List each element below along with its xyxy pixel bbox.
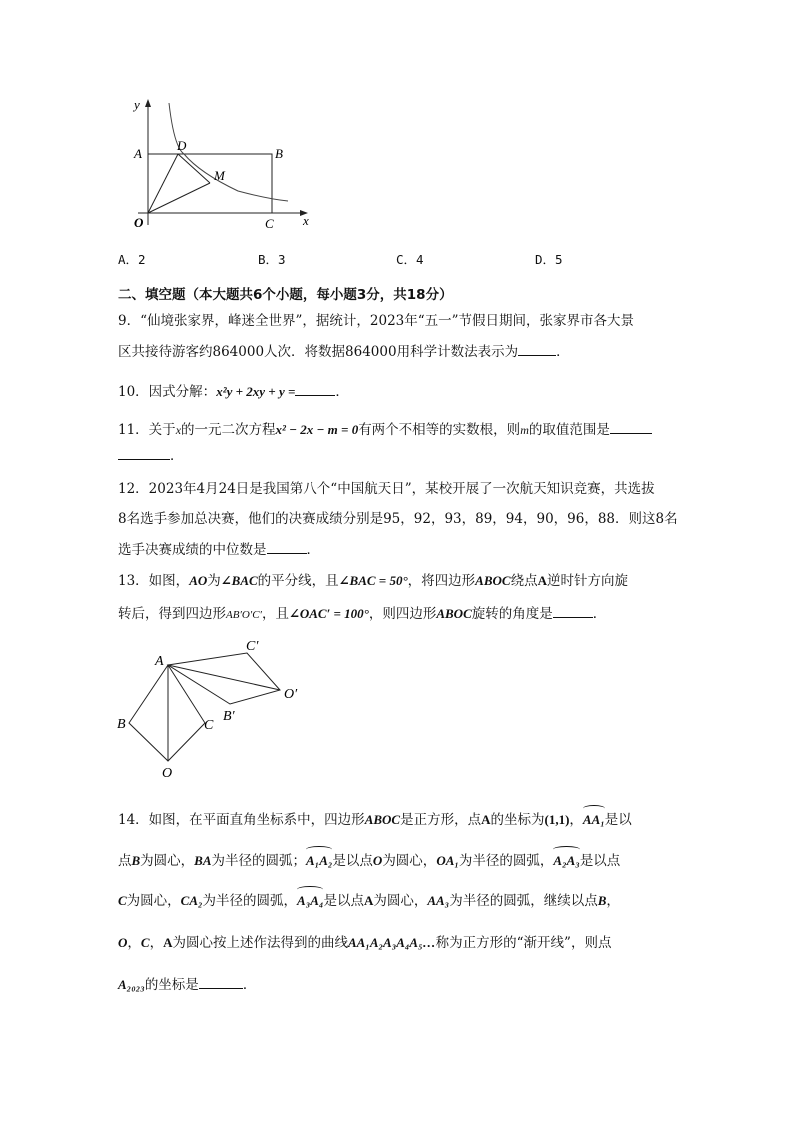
q11-line1 [118,419,678,440]
q11-answer-blank-2[interactable] [118,445,170,460]
label-a: A [134,146,142,161]
q13-quad-rotated: AB′O′C′ [226,609,262,621]
q9-line2 [118,341,678,362]
q14-end: ． [242,977,257,993]
q14-l2g: 是以点 [579,853,621,869]
q13-bisector: 的平分线，且 [257,573,339,589]
q14-l1d: 是以 [604,812,632,828]
q14-l3e: 为半径的圆弧，继续以点 [449,893,598,909]
label-x: x [303,213,309,228]
q14-l1a: 14．如图，在平面直角坐标系中，四边形 [118,812,365,828]
q11-var-m: m [520,423,529,437]
q14-ca2: CA₂ [180,893,203,908]
q13-is: 为 [207,573,221,589]
q14-l3c: 是以点 [323,893,364,909]
q14-comma: ， [569,812,583,828]
label-c1: C′ [246,639,259,654]
q12-end: ． [306,542,320,558]
segment-om [148,183,210,213]
q11-answer-blank-1[interactable] [610,419,652,434]
q14-line4 [118,933,678,953]
section-heading: 二、填空题（本大题共6个小题，每小题3分，共18分） [118,287,453,303]
q11-pre: 11．关于 [118,422,176,438]
label-o2: O [162,766,173,781]
q14-line5 [118,974,678,995]
q14-line2 [118,851,678,871]
q13-line2-pre: 转后，得到四边形 [118,606,226,622]
q9-end: ． [556,344,570,360]
label-c2: C [204,718,214,733]
q13-ao: AO [189,573,208,588]
q14-arc4: A₃A₄ [297,891,323,911]
q11-post: 有两个不相等的实数根，则 [358,422,521,438]
q9-line1: 9．“仙境张家界，峰迷全世界”，据统计，2023年“五一”节假日期间，张家界市各大景 [118,313,635,329]
q13-point-a: A [537,573,547,588]
option-d[interactable]: D．5 [535,252,563,267]
q14-b2: B [597,893,607,908]
q14-l2d: 是以点 [332,853,373,869]
q14-b: B [131,853,141,868]
q14-answer-blank[interactable] [199,974,243,989]
quad-rotated [168,653,280,704]
hyperbola-curve [169,103,288,201]
q14-oa1: OA₁ [436,853,459,868]
q14-l5a: 的坐标是 [144,977,199,993]
q13-answer-blank[interactable] [553,603,593,618]
q14-l2a: 点 [118,853,132,869]
option-b[interactable]: B．3 [258,252,286,267]
q9-answer-blank[interactable] [518,341,556,356]
q10-answer-blank[interactable] [295,381,335,396]
q13-angle2: ∠OAC′ = 100° [288,606,369,621]
figure-coordinate-graph [118,95,318,235]
label-b1: B′ [223,709,235,724]
q13-ask: 旋转的角度是 [471,606,553,622]
q10-line [118,381,678,402]
label-y: y [134,97,140,112]
q10-end: ． [335,384,349,400]
q13-quad2: ABOC [436,606,472,621]
label-d: D [177,138,187,153]
q14-l4b: ， [149,935,164,951]
q14-l4a: ， [127,935,141,951]
q11-end: ． [170,448,184,464]
segment-od [148,154,178,213]
q12-text: 选手决赛成绩的中位数是 [118,542,267,558]
q13-and: ，且 [261,606,289,622]
q14-aa3: AA₃ [427,893,450,908]
q13-angle-bac: ∠BAC [220,573,258,588]
q14-l4d: 称为正方形的“渐开线”，则点 [435,935,612,951]
figure-rotation [112,632,312,782]
q13-then: ，则四边形 [368,606,437,622]
q14-a2: A [363,893,374,908]
q9-text: 区共接待游客约864000人次．将数据864000用科学计数法表示为 [118,344,519,360]
q14-l3b: 为半径的圆弧， [202,893,298,909]
q13-rotate: ，将四边形 [407,573,476,589]
q14-a3: A [163,935,173,950]
q14-l2b: 为圆心， [140,853,195,869]
label-m: M [214,168,225,183]
q14-arc1: AA₁ [583,810,605,830]
q12-answer-blank[interactable] [267,539,307,554]
q14-a: A [481,812,491,827]
q11-equation: x² − 2x − m = 0 [275,422,359,437]
q14-l4c: 为圆心按上述作法得到的曲线 [172,935,348,951]
q14-l1b: 是正方形，点 [400,812,482,828]
q12-line3 [118,539,678,560]
q13-line1 [118,571,678,591]
q11-mid: 的一元二次方程 [181,422,276,438]
q12-line1: 12．2023年4月24日是我国第八个“中国航天日”，某校开展了一次航天知识竞赛，共选拔 [118,481,655,497]
q14-o: O [372,853,383,868]
label-b: B [275,146,283,161]
q14-c: C [118,893,127,908]
option-c[interactable]: C．4 [396,252,424,267]
y-axis-arrow [145,99,151,107]
q14-l3a: 为圆心， [126,893,181,909]
q14-ba: BA [194,853,212,868]
q14-line3 [118,891,678,911]
q14-l2f: 为半径的圆弧， [458,853,554,869]
q14-l3f: ， [606,893,620,909]
q14-line1 [118,810,678,830]
q14-l3d: 为圆心， [373,893,428,909]
q13-ccw: 逆时针方向旋 [546,573,628,589]
q11-var-x: x [175,423,182,437]
label-o1: O′ [284,687,298,702]
q14-o2: O [118,935,128,950]
q14-abc: ABOC [364,812,401,827]
quad-abco [129,665,205,761]
q14-l2c: 为半径的圆弧； [211,853,307,869]
q13-quad: ABOC [475,573,511,588]
label-o: O [134,215,144,230]
label-b2: B [117,717,126,732]
q10-expression: x²y + 2xy + y = [216,384,296,399]
option-a[interactable]: A．2 [118,252,146,267]
q13-around: 绕点 [510,573,538,589]
q14-arc2: A₁A₂ [306,851,332,871]
q14-l2e: 为圆心， [382,853,437,869]
segment-ao1 [168,665,280,690]
q10-text: 10．因式分解： [118,384,217,400]
q14-a2023: A₂₀₂₃ [118,977,145,992]
q14-l1c: 的坐标为 [490,812,545,828]
q13-end: ． [592,606,607,622]
q11-line2 [118,445,678,466]
label-c: C [265,216,274,231]
segment-dm [178,154,210,183]
q14-c2: C [140,935,150,950]
label-a2: A [155,654,164,669]
q13-line2 [118,603,678,625]
q13-angle-value: ∠BAC = 50° [338,573,408,588]
q13-pre: 13．如图， [118,573,190,589]
q11-post2: 的取值范围是 [528,422,610,438]
q12-line2: 8名选手参加总决赛，他们的决赛成绩分别是95，92，93，89，94，90，96，88．则这8名 [118,511,678,527]
q14-coord: (1,1) [544,812,570,827]
q14-curve: AA₁A₂A₃A₄A₅… [347,935,436,950]
q14-arc3: A₂A₃ [553,851,579,871]
